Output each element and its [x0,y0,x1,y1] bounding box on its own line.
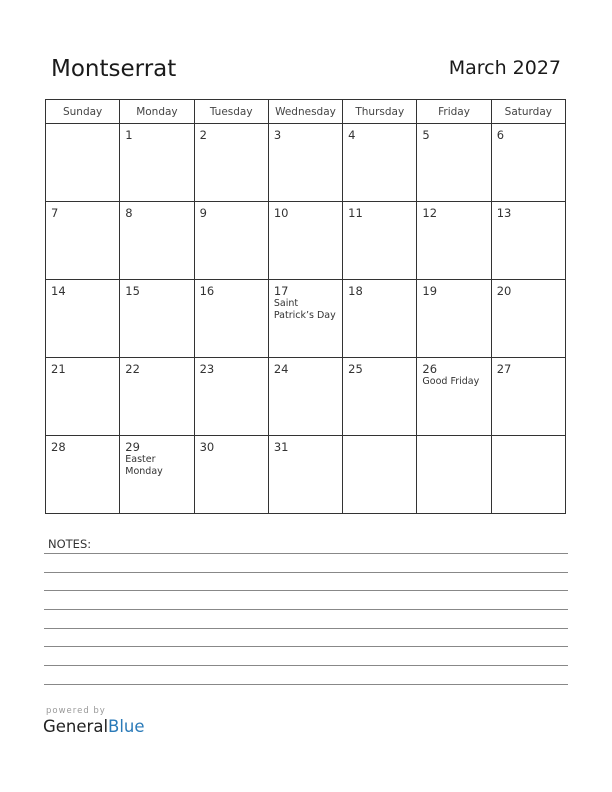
day-cell [120,124,194,202]
day-number: 12 [422,206,438,220]
day-cell [491,436,565,514]
notes-line [44,553,568,554]
day-number: 13 [496,206,512,220]
powered-by-text: powered by [46,706,106,716]
day-cell [46,202,120,280]
day-number: 17 [273,284,289,298]
week-row [46,358,566,436]
notes-label: NOTES: [48,537,92,551]
day-number: 14 [51,284,66,298]
weekday-header-row [46,100,566,124]
day-cell [120,280,194,358]
day-cell [417,358,491,436]
week-row [46,124,566,202]
day-cell [268,436,342,514]
day-cell [491,202,565,280]
weekday-header: Wednesday [268,100,342,124]
day-cell [194,280,268,358]
day-number: 19 [422,284,438,298]
holiday-label: Good Friday [422,376,480,387]
weekday-header: Monday [120,100,194,124]
week-row [46,202,566,280]
day-cell [46,358,120,436]
holiday-label: Easter [125,454,156,465]
day-number: 20 [496,284,512,298]
day-number: 22 [125,362,140,376]
day-cell [268,202,342,280]
day-number: 9 [199,206,207,220]
brand-logo [43,717,145,736]
day-cell [343,202,417,280]
day-cell [194,124,268,202]
holiday-label: Monday [125,466,163,477]
day-number [343,436,416,440]
day-cell [417,124,491,202]
day-number: 6 [496,128,505,142]
weekday-header: Tuesday [194,100,268,124]
day-number: 31 [273,440,289,454]
notes-line [44,628,568,629]
weekday-header: Thursday [343,100,417,124]
day-cell [194,358,268,436]
day-number [46,124,119,128]
day-number: 2 [199,128,207,142]
holiday-label: Patrick’s Day [273,310,336,321]
day-number: 4 [348,128,356,142]
day-number: 29 [125,440,140,454]
day-cell [417,436,491,514]
day-cell [343,124,417,202]
day-number: 25 [348,362,363,376]
day-number: 23 [199,362,215,376]
weekday-header: Saturday [491,100,565,124]
day-number [417,436,490,440]
day-number: 1 [125,128,133,142]
day-cell [491,358,565,436]
day-cell [491,124,565,202]
day-cell [46,124,120,202]
day-number: 8 [125,206,133,220]
day-number: 30 [199,440,215,454]
calendar-month-title: March 2027 [448,57,561,79]
day-cell [417,202,491,280]
day-cell [46,280,120,358]
notes-line [44,609,568,610]
day-cell [268,280,342,358]
notes-line [44,665,568,666]
day-number: 7 [51,206,59,220]
day-number [492,436,565,440]
day-number: 3 [273,128,282,142]
day-number: 11 [348,206,363,220]
day-number: 16 [199,284,215,298]
day-number: 21 [51,362,66,376]
day-number: 26 [422,362,438,376]
day-number: 10 [273,206,289,220]
day-cell [120,436,194,514]
day-number: 24 [273,362,289,376]
day-cell [194,202,268,280]
day-cell [343,280,417,358]
notes-line [44,646,568,647]
day-cell [417,280,491,358]
day-number: 18 [348,284,363,298]
week-row [46,280,566,358]
day-cell [268,358,342,436]
week-row [46,436,566,514]
day-number: 27 [496,362,512,376]
day-cell [268,124,342,202]
day-cell [343,358,417,436]
weekday-header: Sunday [46,100,120,124]
day-cell [46,436,120,514]
brand-name-part: Blue [108,717,145,736]
notes-line [44,572,568,573]
brand-name-part: General [43,717,109,736]
notes-line [44,590,568,591]
day-cell [343,436,417,514]
day-cell [120,202,194,280]
day-number: 15 [125,284,140,298]
day-cell [491,280,565,358]
weekday-header: Friday [417,100,491,124]
day-number: 5 [422,128,430,142]
holiday-label: Saint [273,298,299,309]
day-cell [194,436,268,514]
calendar-grid [45,99,566,514]
day-number: 28 [51,440,66,454]
notes-line [44,684,568,685]
day-cell [120,358,194,436]
calendar-country-title: Montserrat [51,56,177,82]
